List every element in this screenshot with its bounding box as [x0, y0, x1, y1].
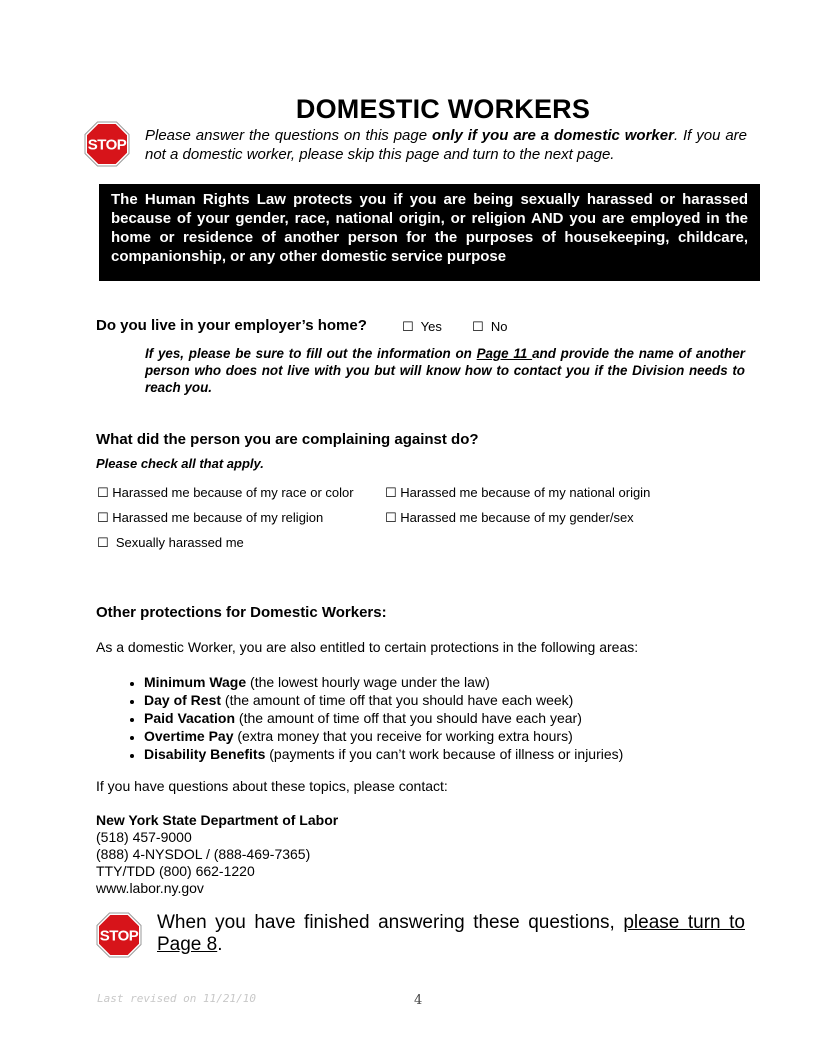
option-label: Sexually harassed me [115, 535, 244, 550]
live-yes-note [145, 345, 745, 396]
option-label: Harassed me because of my national origin [400, 485, 651, 500]
contact-prompt: If you have questions about these topics, please contact: [96, 778, 448, 794]
stop-sign-label: STOP [87, 136, 127, 154]
intro-text-1: Please answer the questions on this page [145, 127, 432, 144]
finish-text: When you have finished answering these questions, [157, 912, 624, 933]
revision-date: Last revised on 11/21/10 [97, 992, 256, 1005]
protection-desc: (the amount of time off that you should have each year) [235, 710, 582, 726]
intro-text-2: . If you are not a domestic worker, please skip this page and turn to the next page. [145, 127, 747, 163]
checkbox-icon[interactable]: ☐ [97, 485, 109, 500]
protection-desc: (the lowest hourly wage under the law) [246, 674, 490, 690]
option-gender-sex-checkbox[interactable] [385, 510, 634, 526]
intro-emphasis: only if you are a domestic worker [431, 127, 674, 144]
protection-desc: (payments if you can’t work because of illness or injuries) [265, 746, 624, 762]
page-number: 4 [414, 993, 423, 1008]
protection-term: Overtime Pay [144, 728, 234, 744]
department-name: New York State Department of Labor [96, 812, 339, 828]
option-religion-checkbox[interactable] [97, 510, 323, 526]
option-national-origin-checkbox[interactable] [385, 485, 650, 501]
other-protections-heading: Other protections for Domestic Workers: [96, 604, 387, 621]
check-all-instruction: Please check all that apply. [96, 456, 264, 471]
protection-desc: (the amount of time off that you should have each week) [221, 692, 574, 708]
protection-term: Minimum Wage [144, 674, 247, 690]
option-label: Harassed me because of my religion [112, 510, 324, 525]
notice-text: The Human Rights Law protects you if you are being sexually harassed or harassed because of your gender, race, national origin, or religion AND you are employed in the home or residence of another person for the purposes of housekeeping, childcare, companionship, or any other domestic service purpose [111, 191, 748, 265]
checkbox-icon[interactable]: ☐ [97, 510, 109, 525]
protection-desc: (extra money that you receive for working extra hours) [233, 728, 573, 744]
no-label: No [490, 319, 508, 334]
live-no-checkbox[interactable] [472, 319, 508, 335]
department-website: www.labor.ny.gov [96, 880, 204, 896]
department-phone-2: (888) 4-NYSDOL / (888-469-7365) [96, 846, 311, 862]
live-yes-checkbox[interactable] [402, 319, 442, 335]
department-phone-1: (518) 457-9000 [96, 829, 192, 845]
list-item [144, 709, 784, 727]
page-11-reference: Page 11 [476, 346, 533, 361]
live-with-employer-question: Do you live in your employer’s home? [96, 317, 367, 334]
note-text-2: and provide the name of another person who does not live with you but will know how to contact you if the Division needs to reach you. [145, 346, 745, 395]
note-text-1: If yes, please be sure to fill out the information on [145, 346, 477, 361]
protection-term: Disability Benefits [144, 746, 266, 762]
yes-label: Yes [420, 319, 442, 334]
protection-term: Day of Rest [144, 692, 222, 708]
list-item [144, 745, 784, 763]
human-rights-law-notice [99, 184, 760, 281]
page-title: DOMESTIC WORKERS [295, 94, 591, 124]
checkbox-icon[interactable]: ☐ [385, 485, 397, 500]
stop-sign-icon [96, 912, 142, 958]
option-race-color-checkbox[interactable] [97, 485, 354, 501]
protection-term: Paid Vacation [144, 710, 236, 726]
stop-sign-label: STOP [99, 927, 139, 945]
option-label: Harassed me because of my race or color [112, 485, 354, 500]
list-item [144, 727, 784, 745]
page-8-reference: please turn to Page 8 [157, 912, 745, 955]
list-item [144, 691, 784, 709]
protections-intro: As a domestic Worker, you are also entitled to certain protections in the following areas: [96, 639, 639, 655]
complaint-question: What did the person you are complaining against do? [96, 431, 479, 448]
list-item [144, 673, 784, 691]
department-contact-block [96, 812, 338, 897]
finish-instruction [157, 912, 745, 956]
checkbox-icon[interactable]: ☐ [385, 510, 397, 525]
checkbox-icon[interactable]: ☐ [402, 320, 414, 335]
stop-sign-icon [84, 121, 130, 167]
checkbox-icon[interactable]: ☐ [97, 535, 109, 550]
checkbox-icon[interactable]: ☐ [472, 320, 484, 335]
department-tty: TTY/TDD (800) 662-1220 [96, 863, 255, 879]
protections-list [96, 673, 784, 763]
option-label: Harassed me because of my gender/sex [400, 510, 634, 525]
intro-instructions [145, 126, 747, 164]
finish-period: . [217, 934, 223, 955]
option-sexually-harassed-checkbox[interactable] [97, 535, 244, 551]
